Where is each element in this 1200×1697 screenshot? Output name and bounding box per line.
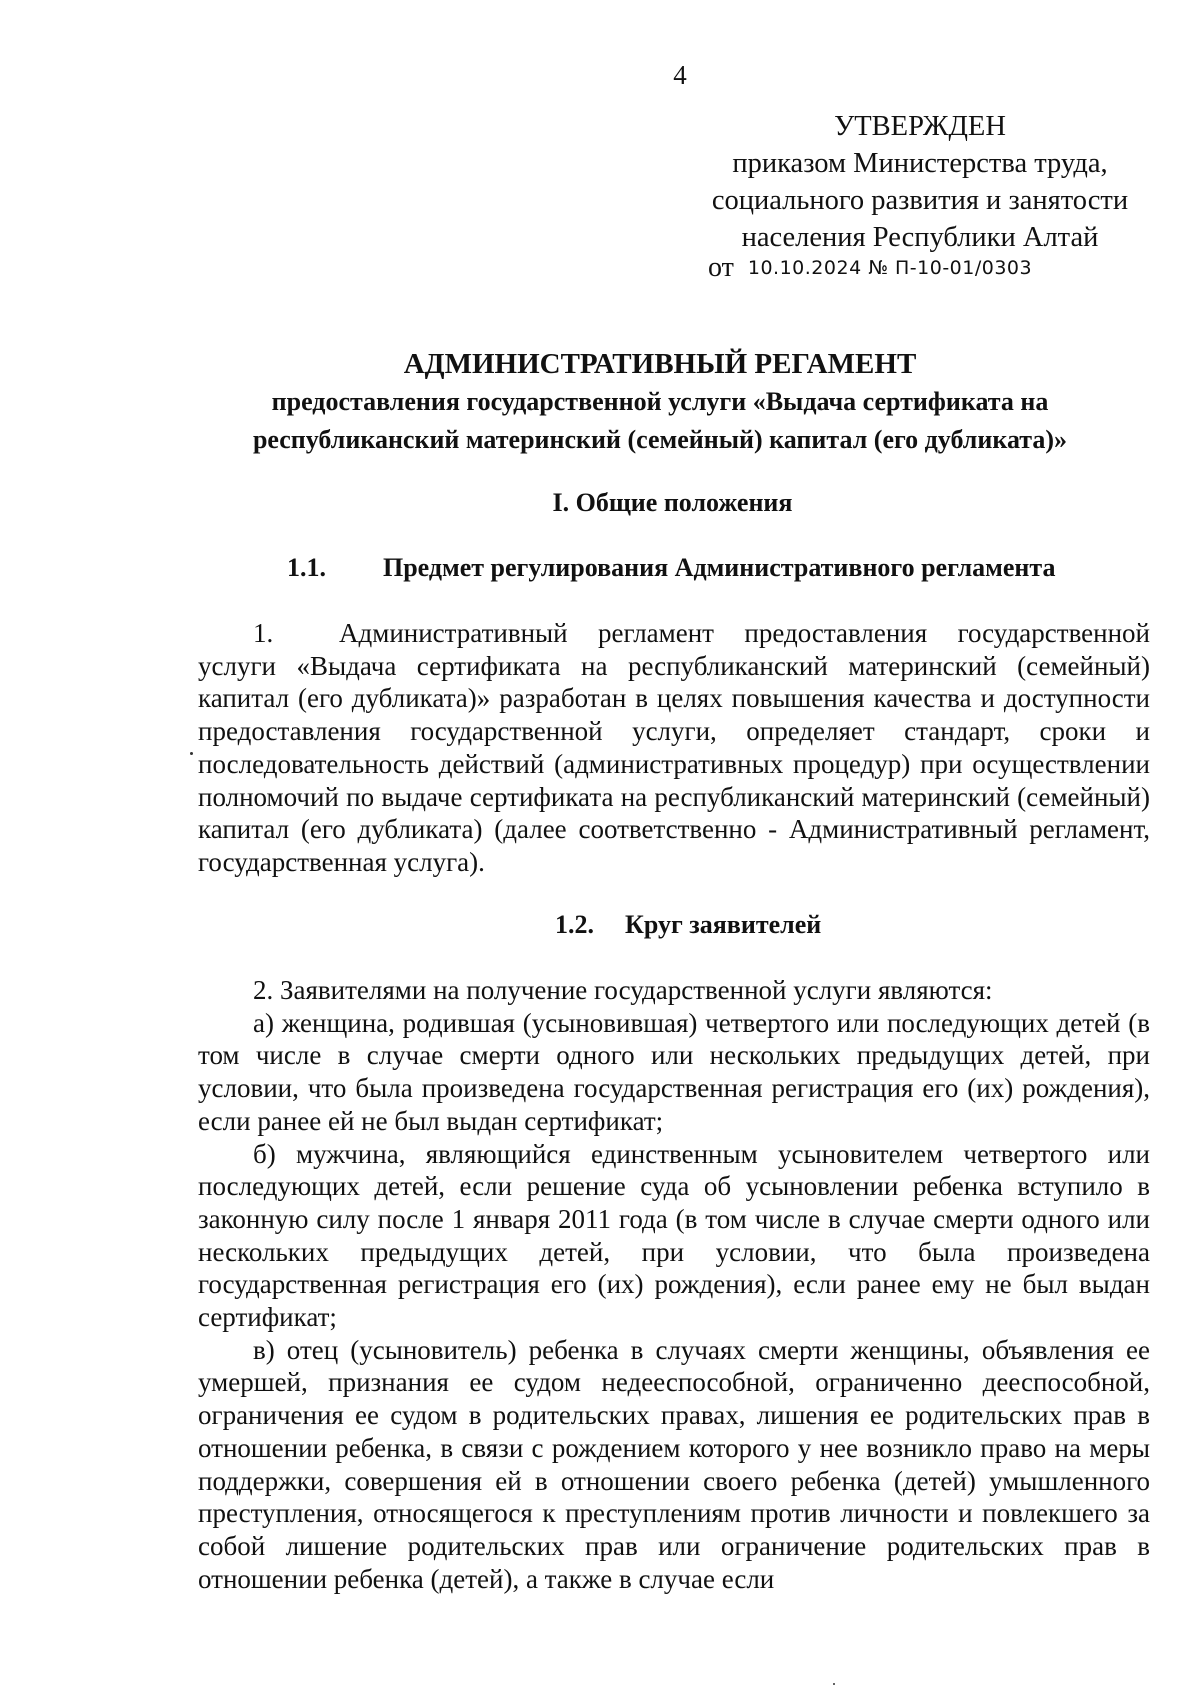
approval-date <box>708 252 1032 284</box>
page-number: 4 <box>673 60 687 90</box>
title-sub-line-1: предоставления государственной услуги «Выдача сертификата на <box>271 387 1049 416</box>
section-number: 1.1. <box>287 553 326 582</box>
paragraph-2-intro: 2. Заявителями на получение государственной услуги являются: <box>253 975 993 1005</box>
list-item-c: в) отец (усыновитель) ребенка в случаях смерти женщины, объявления ее умершей, признания ее судом недееспособной, ограниченно дееспособной, ограничения ее судом в родительских правах, лишения ее родительских прав в отношении ребенка, в связи с рождением которого у нее возникло право на меры поддержки, совершения ей в отношении своего ребенка (детей) умышленного преступления, относящегося к преступлениям против личности и повлекшего за собой лишение родительских прав или ограничение родительских прав в отношении ребенка (детей), а также в случае если <box>198 1334 1150 1594</box>
section-heading-1-1 <box>287 553 1055 583</box>
paragraph-number: 1. <box>253 618 274 648</box>
approval-line-3: населения Республики Алтай <box>741 222 1099 253</box>
paragraph-1 <box>198 617 1150 879</box>
title-sub-line-2: республиканский материнский (семейный) капитал (его дубликата)» <box>252 425 1068 454</box>
section-number: 1.2. <box>555 910 594 939</box>
approval-line-2: социального развития и занятости <box>711 185 1129 216</box>
list-item-a: а) женщина, родившая (усыновившая) четвертого или последующих детей (в том числе в случае смерти одного или нескольких предыдущих детей, при условии, что была произведена государственная регистрация его (их) рождения), если ранее ей не был выдан сертификат; <box>198 1007 1150 1136</box>
registration-number: 10.10.2024 № П-10-01/0303 <box>747 257 1033 279</box>
chapter-title: I. Общие положения <box>552 488 793 517</box>
date-prefix: от <box>708 252 734 283</box>
title-main: АДМИНИСТРАТИВНЫЙ РЕГАМЕНТ <box>403 348 917 380</box>
section-title: Предмет регулирования Административного регламента <box>383 553 1056 582</box>
section-heading-1-2 <box>555 910 821 940</box>
document-title <box>200 345 1120 459</box>
approval-heading: УТВЕРЖДЕН <box>834 111 1006 142</box>
paragraph-1-text: Административный регламент предоставления государственной услуги «Выдача сертификата на республиканский материнский (семейный) капитал (его дубликата)» разработан в целях повышения качества и доступности предоставления государственной услуги, определяет стандарт, сроки и последовательность действий (административных процедур) при осуществлении полномочий по выдаче сертификата на республиканский материнский (семейный) капитал (его дубликата) (далее соответственно - Административный регламент, государственная услуга). <box>198 618 1150 877</box>
scan-speck <box>190 752 193 755</box>
approval-line-1: приказом Министерства труда, <box>732 148 1108 179</box>
approval-stamp <box>690 108 1150 256</box>
section-title: Круг заявителей <box>625 910 822 939</box>
list-item-b: б) мужчина, являющийся единственным усыновителем четвертого или последующих детей, если решение суда об усыновлении ребенка вступило в законную силу после 1 января 2011 года (в том числе в случае смерти одного или нескольких предыдущих детей, при условии, что была произведена государственная регистрация его (их) рождения), если ранее ему не был выдан сертификат; <box>198 1138 1150 1333</box>
scan-speck <box>833 1683 835 1685</box>
paragraph-2 <box>198 974 1150 1595</box>
